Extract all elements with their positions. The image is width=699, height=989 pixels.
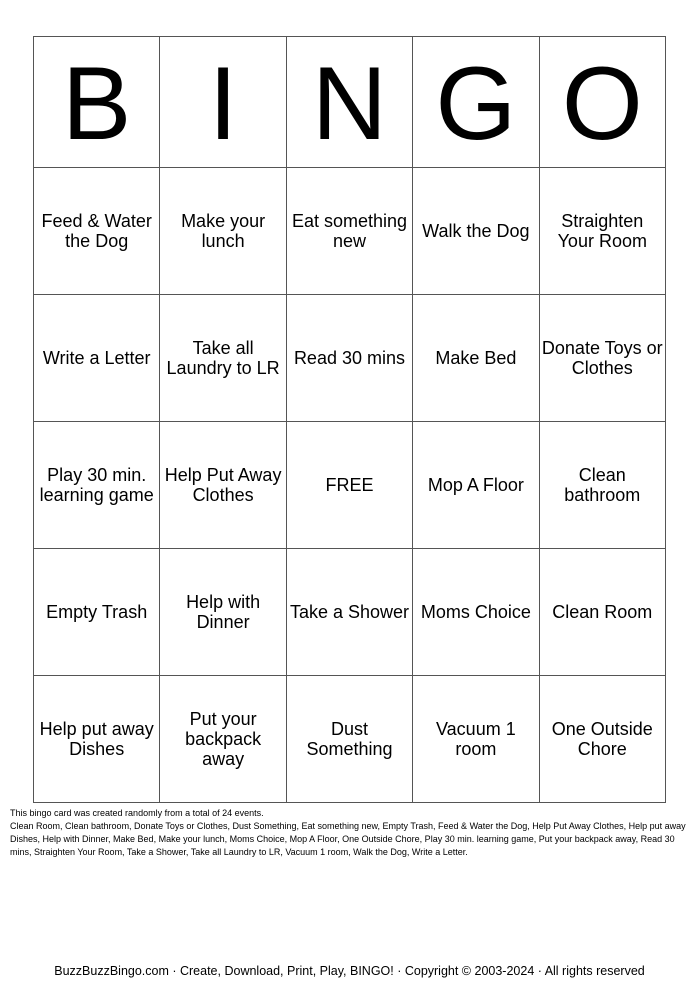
bingo-cell: Take all Laundry to LR (160, 295, 286, 422)
card-info-summary: This bingo card was created randomly from a total of 24 events. (10, 808, 264, 818)
bingo-cell: Help Put Away Clothes (160, 422, 286, 549)
header-letter-g: G (413, 37, 539, 168)
header-letter-b: B (34, 37, 160, 168)
header-letter-i: I (160, 37, 286, 168)
bingo-cell: Help put away Dishes (34, 676, 160, 803)
bingo-cell: Eat something new (286, 168, 412, 295)
bingo-cell: Empty Trash (34, 549, 160, 676)
bingo-cell: Donate Toys or Clothes (539, 295, 665, 422)
header-letter-n: N (286, 37, 412, 168)
bingo-cell: Walk the Dog (413, 168, 539, 295)
card-info (10, 807, 690, 859)
bingo-cell: Read 30 mins (286, 295, 412, 422)
bingo-header-row (34, 37, 666, 168)
page-footer: BuzzBuzzBingo.com · Create, Download, Print, Play, BINGO! · Copyright © 2003-2024 · All rights reserved (54, 964, 645, 978)
bingo-cell: Make your lunch (160, 168, 286, 295)
bingo-cell: Dust Something (286, 676, 412, 803)
bingo-cell: Clean bathroom (539, 422, 665, 549)
bingo-cell: Write a Letter (34, 295, 160, 422)
bingo-cell: Vacuum 1 room (413, 676, 539, 803)
bingo-card (33, 36, 666, 803)
bingo-cell: Put your backpack away (160, 676, 286, 803)
bingo-cell: Feed & Water the Dog (34, 168, 160, 295)
bingo-cell: Help with Dinner (160, 549, 286, 676)
bingo-cell: Mop A Floor (413, 422, 539, 549)
header-letter-o: O (539, 37, 665, 168)
bingo-row-1 (34, 168, 666, 295)
bingo-cell: Make Bed (413, 295, 539, 422)
bingo-cell: Moms Choice (413, 549, 539, 676)
bingo-cell: Clean Room (539, 549, 665, 676)
bingo-row-4 (34, 549, 666, 676)
bingo-cell: Straighten Your Room (539, 168, 665, 295)
bingo-cell: Take a Shower (286, 549, 412, 676)
card-info-events: Clean Room, Clean bathroom, Donate Toys or Clothes, Dust Something, Eat something new, Empty Trash, Feed & Water the Dog, Help Put Away Clothes, Help put away Dishes, Help with Dinner, Make Bed, Make your lunch, Moms Choice, Mop A Floor, One Outside Chore, Play 30 min. learning game, Put your backpack away, Read 30 mins, Straighten Your Room, Take a Shower, Take all Laundry to LR, Vacuum 1 room, Walk the Dog, Write a Letter. (10, 821, 686, 857)
bingo-cell: One Outside Chore (539, 676, 665, 803)
bingo-row-5 (34, 676, 666, 803)
free-space-cell: FREE (286, 422, 412, 549)
bingo-cell: Play 30 min. learning game (34, 422, 160, 549)
bingo-row-2 (34, 295, 666, 422)
bingo-row-3 (34, 422, 666, 549)
